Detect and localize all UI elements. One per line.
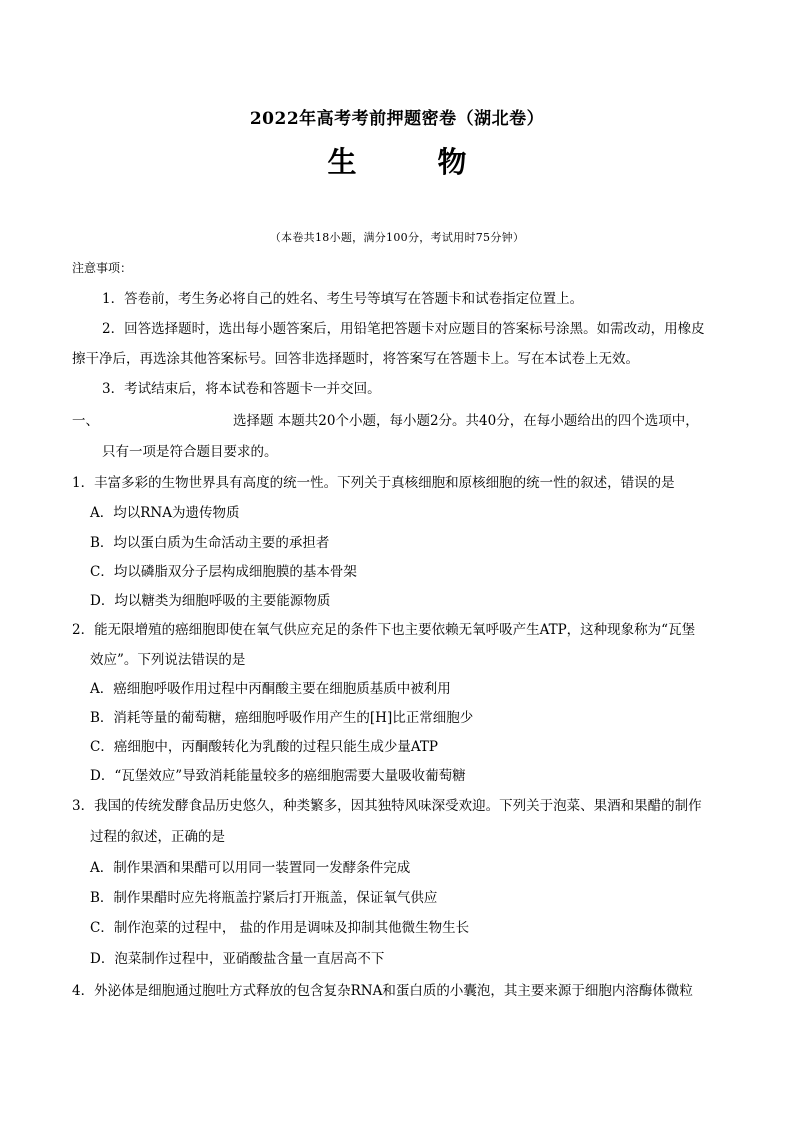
question-3-option-d: D．泡菜制作过程中，亚硝酸盐含量一直居高不下: [90, 951, 385, 967]
question-1-stem: 1．丰富多彩的生物世界具有高度的统一性。下列关于真核细胞和原核细胞的统一性的叙述，错误的是: [72, 475, 675, 491]
question-2-option-c: C．癌细胞中，丙酮酸转化为乳酸的过程只能生成少量ATP: [90, 739, 438, 755]
question-2-stem-line-1: 2．能无限增殖的癌细胞即使在氧气供应充足的条件下也主要依赖无氧呼吸产生ATP，这种现象称为“瓦堡: [72, 622, 696, 638]
exam-info: （本卷共18小题，满分100分，考试用时75分钟）: [269, 231, 525, 244]
notes-item-3: 3．考试结束后，将本试卷和答题卡一并交回。: [102, 381, 381, 397]
question-2-option-d: D．“瓦堡效应”导致消耗能量较多的癌细胞需要大量吸收葡萄糖: [90, 768, 466, 784]
question-3-option-a: A．制作果酒和果醋可以用同一装置同一发酵条件完成: [90, 860, 411, 876]
notes-item-2-line-1: 2．回答选择题时，选出每小题答案后，用铅笔把答题卡对应题目的答案标号涂黑。如需改动，用橡皮: [102, 321, 705, 337]
question-2-stem-line-2: 效应”。下列说法错误的是: [90, 652, 246, 668]
question-3-stem-line-2: 过程的叙述，正确的是: [90, 829, 225, 845]
question-1-option-a: A．均以RNA为遗传物质: [90, 505, 240, 521]
notes-item-2-line-2: 擦干净后，再选涂其他答案标号。回答非选择题时，将答案写在答题卡上。写在本试卷上无效。: [72, 351, 639, 367]
question-3-option-c: C．制作泡菜的过程中， 盐的作用是调味及抑制其他微生物生长: [90, 920, 470, 936]
exam-title: 2022年高考考前押题密卷（湖北卷）: [249, 109, 545, 129]
question-3-stem-line-1: 3．我国的传统发酵食品历史悠久，种类繁多，因其独特风味深受欢迎。下列关于泡菜、果酒和果醋的制作: [72, 798, 702, 814]
question-1-option-c: C．均以磷脂双分子层构成细胞膜的基本骨架: [90, 564, 357, 580]
section-heading-line-1: 选择题 本题共20个小题，每小题2分。共40分，在每小题给出的四个选项中，: [233, 413, 699, 429]
notes-heading: 注意事项：: [72, 261, 133, 275]
question-1-option-d: D．均以糖类为细胞呼吸的主要能源物质: [90, 593, 331, 609]
question-2-option-b: B．消耗等量的葡萄糖，癌细胞呼吸作用产生的[H]比正常细胞少: [90, 710, 474, 726]
question-1-option-b: B．均以蛋白质为生命活动主要的承担者: [90, 535, 330, 551]
subject-title: 生 物: [327, 145, 493, 179]
question-4-stem-line-1: 4．外泌体是细胞通过胞吐方式释放的包含复杂RNA和蛋白质的小囊泡，其主要来源于细胞内溶酶体微粒: [72, 983, 693, 999]
question-2-option-a: A．癌细胞呼吸作用过程中丙酮酸主要在细胞质基质中被利用: [90, 681, 451, 697]
section-heading-line-2: 只有一项是符合题目要求的。: [102, 444, 278, 460]
section-number: 一、: [72, 413, 99, 429]
notes-item-1: 1．答卷前，考生务必将自己的姓名、考生号等填写在答题卡和试卷指定位置上。: [102, 291, 584, 307]
question-3-option-b: B．制作果醋时应先将瓶盖拧紧后打开瓶盖，保证氧气供应: [90, 890, 438, 906]
